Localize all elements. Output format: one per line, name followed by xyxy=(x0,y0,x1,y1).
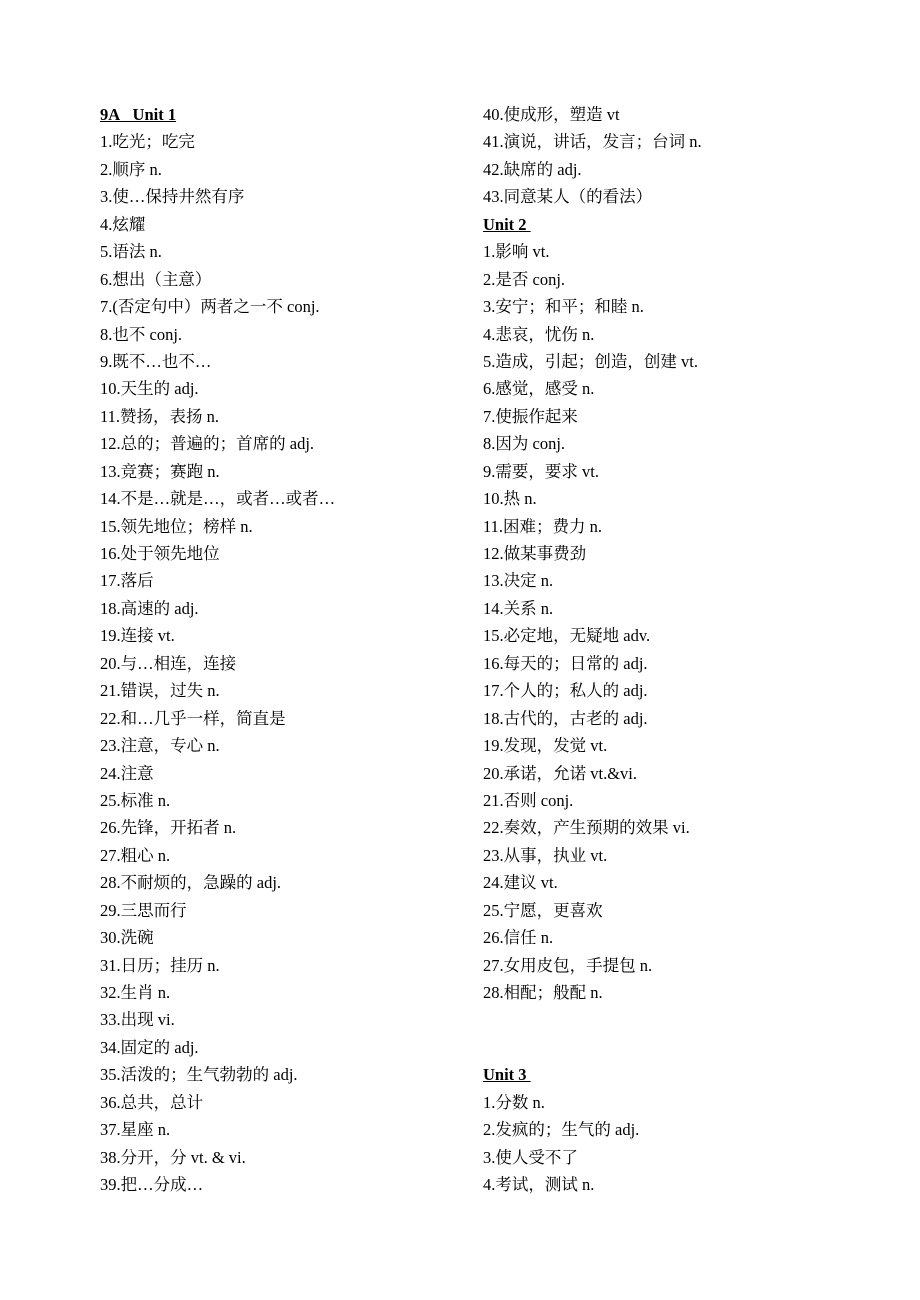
vocab-item: 30.洗碗 xyxy=(100,928,154,948)
vocab-item: 18.古代的，古老的 adj. xyxy=(483,708,648,728)
vocab-item: 22.奏效，产生预期的效果 vi. xyxy=(483,818,690,838)
vocab-item: 17.落后 xyxy=(100,571,154,591)
vocab-item: 28.不耐烦的，急躁的 adj. xyxy=(100,873,282,893)
vocab-item: 23.注意，专心 n. xyxy=(100,736,220,756)
vocab-item: 43.同意某人（的看法） xyxy=(483,187,653,207)
vocab-item: 21.否则 conj. xyxy=(483,790,574,810)
vocab-item: 36.总共，总计 xyxy=(100,1092,204,1112)
vocab-item: 3.使…保持井然有序 xyxy=(100,187,245,207)
vocab-item: 5.造成，引起；创造，创建 vt. xyxy=(483,351,698,371)
vocab-item: 20.承诺，允诺 vt.&vi. xyxy=(483,763,638,783)
vocab-item: 37.星座 n. xyxy=(100,1120,171,1140)
vocab-item: 14.不是…就是…，或者…或者… xyxy=(100,489,336,509)
vocab-item: 8.因为 conj. xyxy=(483,434,566,454)
vocab-item: 35.活泼的；生气勃勃的 adj. xyxy=(100,1065,298,1085)
vocab-item: 3.使人受不了 xyxy=(483,1147,578,1167)
vocab-item: 23.从事，执业 vt. xyxy=(483,845,608,865)
unit-1-heading: 9A Unit 1 xyxy=(100,105,177,124)
vocab-item: 3.安宁；和平；和睦 n. xyxy=(483,297,644,317)
vocab-item: 2.顺序 n. xyxy=(100,159,162,179)
vocab-item: 13.决定 n. xyxy=(483,571,554,591)
vocab-item: 11.困难；费力 n. xyxy=(483,516,603,536)
vocab-item: 4.悲哀，忧伤 n. xyxy=(483,324,595,344)
vocab-item: 15.必定地，无疑地 adv. xyxy=(483,626,651,646)
vocab-item: 33.出现 vi. xyxy=(100,1010,175,1030)
vocab-item: 6.想出（主意） xyxy=(100,269,212,289)
vocab-item: 27.粗心 n. xyxy=(100,845,171,865)
vocab-item: 26.信任 n. xyxy=(483,928,554,948)
vocab-item: 12.总的；普遍的；首席的 adj. xyxy=(100,434,315,454)
vocab-item: 41.演说，讲话，发言；台词 n. xyxy=(483,132,702,152)
vocab-item: 13.竞赛；赛跑 n. xyxy=(100,461,220,481)
vocab-item: 28.相配；般配 n. xyxy=(483,983,603,1002)
vocab-item: 15.领先地位；榜样 n. xyxy=(100,516,253,536)
vocab-item: 10.天生的 adj. xyxy=(100,379,199,399)
vocab-item: 39.把…分成… xyxy=(100,1175,204,1195)
vocab-item: 7.使振作起来 xyxy=(483,406,578,426)
vocab-item: 9.需要，要求 vt. xyxy=(483,461,599,481)
vocab-item: 9.既不…也不… xyxy=(100,351,212,371)
vocab-item: 29.三思而行 xyxy=(100,900,187,920)
left-column xyxy=(100,101,470,1199)
vocab-item: 1.影响 vt. xyxy=(483,242,550,262)
vocab-item: 17.个人的；私人的 adj. xyxy=(483,681,648,701)
vocab-item: 25.标准 n. xyxy=(100,790,171,810)
vocab-item: 8.也不 conj. xyxy=(100,324,183,344)
vocab-item: 31.日历；挂历 n. xyxy=(100,955,220,975)
vocab-item: 32.生肖 n. xyxy=(100,983,171,1002)
right-column xyxy=(483,101,883,1199)
vocab-item: 1.吃光；吃完 xyxy=(100,132,195,152)
vocab-item: 10.热 n. xyxy=(483,489,537,509)
vocab-item: 22.和…几乎一样，简直是 xyxy=(100,708,286,728)
vocab-item: 26.先锋，开拓者 n. xyxy=(100,818,237,838)
vocab-item: 1.分数 n. xyxy=(483,1092,545,1112)
vocab-item: 2.发疯的；生气的 adj. xyxy=(483,1120,640,1140)
vocab-item: 40.使成形，塑造 vt xyxy=(483,105,620,124)
vocab-item: 2.是否 conj. xyxy=(483,269,566,289)
vocab-item: 16.处于领先地位 xyxy=(100,544,220,563)
vocab-item: 34.固定的 adj. xyxy=(100,1037,199,1057)
unit-2-heading: Unit 2 xyxy=(483,214,531,234)
vocab-item: 14.关系 n. xyxy=(483,598,554,618)
unit-3-heading: Unit 3 xyxy=(483,1065,531,1085)
vocab-item: 16.每天的；日常的 adj. xyxy=(483,653,648,673)
vocab-item: 25.宁愿，更喜欢 xyxy=(483,900,603,920)
vocab-item: 27.女用皮包，手提包 n. xyxy=(483,955,653,975)
section-gap xyxy=(483,1006,883,1061)
vocab-item: 20.与…相连，连接 xyxy=(100,653,237,673)
vocab-item: 12.做某事费劲 xyxy=(483,544,587,563)
vocab-item: 4.考试，测试 n. xyxy=(483,1175,595,1195)
vocab-item: 19.连接 vt. xyxy=(100,626,175,646)
vocab-item: 19.发现，发觉 vt. xyxy=(483,736,608,756)
vocab-item: 18.高速的 adj. xyxy=(100,598,199,618)
vocab-item: 24.建议 vt. xyxy=(483,873,558,893)
vocab-item: 7.(否定句中）两者之一不 conj. xyxy=(100,297,320,317)
vocab-item: 5.语法 n. xyxy=(100,242,162,262)
vocab-item: 24.注意 xyxy=(100,763,154,783)
vocab-item: 6.感觉，感受 n. xyxy=(483,379,595,399)
vocab-item: 38.分开，分 vt. & vi. xyxy=(100,1147,246,1167)
vocab-item: 42.缺席的 adj. xyxy=(483,159,582,179)
vocab-item: 4.炫耀 xyxy=(100,214,146,234)
vocab-item: 21.错误，过失 n. xyxy=(100,681,220,701)
vocab-item: 11.赞扬，表扬 n. xyxy=(100,406,220,426)
